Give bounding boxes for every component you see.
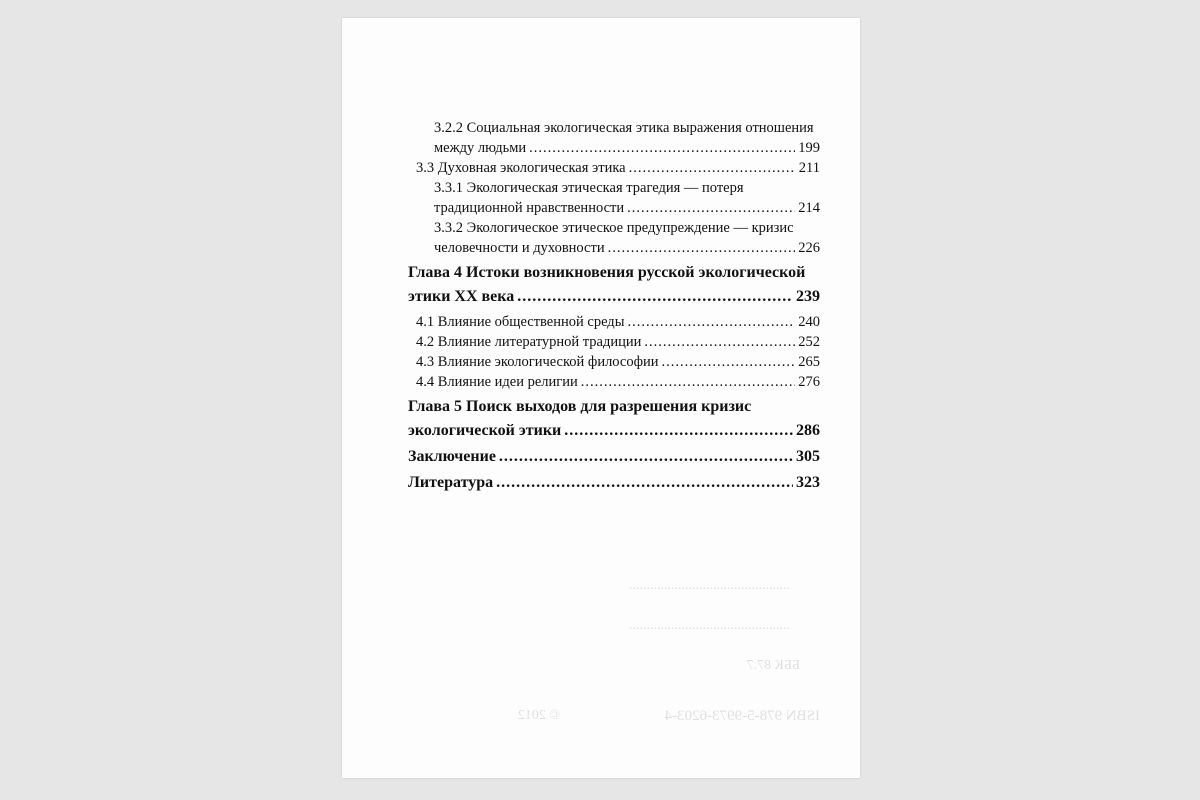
toc-page-number: 240 <box>798 314 820 330</box>
toc-page-number: 265 <box>798 354 820 370</box>
toc-entry-label: 3.3 Духовная экологическая этика <box>416 160 626 176</box>
toc-entry-label: Заключение <box>408 448 496 465</box>
leader-dots <box>581 374 795 391</box>
leader-dots <box>627 200 795 217</box>
leader-dots <box>529 140 795 157</box>
toc-conclusion <box>408 448 820 466</box>
toc-page-number: 286 <box>796 422 820 439</box>
leader-dots <box>662 354 796 371</box>
leader-dots <box>608 240 796 257</box>
toc-entry-3-2-2 <box>434 140 820 157</box>
toc-page-number: 252 <box>798 334 820 350</box>
toc-page-number: 226 <box>798 240 820 256</box>
toc-entry-3-3-2-line1: 3.3.2 Экологическое этическое предупреждение — кризис <box>434 220 794 236</box>
table-of-contents <box>342 18 860 778</box>
leader-dots <box>564 422 793 440</box>
toc-entry-label: экологической этики <box>408 422 562 439</box>
toc-entry-label: между людьми <box>434 140 527 156</box>
leader-dots <box>496 474 793 492</box>
toc-entry-3-3-1-line1: 3.3.1 Экологическая этическая трагедия — потеря <box>434 180 744 196</box>
toc-page-number: 323 <box>796 474 820 491</box>
toc-entry-4-1 <box>416 314 820 331</box>
toc-chapter-4-line1: Глава 4 Истоки возникновения русской экологической <box>408 264 806 281</box>
toc-page-number: 239 <box>796 288 820 305</box>
toc-entry-label: 4.1 Влияние общественной среды <box>416 314 625 330</box>
toc-entry-4-4 <box>416 374 820 391</box>
leader-dots <box>499 448 793 466</box>
toc-entry-label: 4.4 Влияние идеи религии <box>416 374 578 390</box>
toc-page-number: 211 <box>798 160 820 176</box>
leader-dots <box>644 334 795 351</box>
toc-literature <box>408 474 820 492</box>
toc-entry-3-3 <box>416 160 820 177</box>
toc-entry-label: человечности и духовности <box>434 240 605 256</box>
toc-entry-label: 4.3 Влияние экологической философии <box>416 354 659 370</box>
toc-chapter-4 <box>408 288 820 306</box>
toc-page-number: 214 <box>798 200 820 216</box>
toc-entry-4-2 <box>416 334 820 351</box>
reverse-side-bleed-through: ISBN 978-5-9973-6203-4 © 2012 ББК 87.7 .............................................. .............................................. <box>517 578 820 724</box>
toc-entry-label: этики XX века <box>408 288 515 305</box>
toc-page-number: 276 <box>798 374 820 390</box>
toc-entry-label: Литература <box>408 474 494 491</box>
toc-page-number: 199 <box>798 140 820 156</box>
toc-entry-label: 4.2 Влияние литературной традиции <box>416 334 642 350</box>
leader-dots <box>629 160 796 177</box>
leader-dots <box>517 288 793 306</box>
leader-dots <box>627 314 795 331</box>
toc-chapter-5 <box>408 422 820 440</box>
toc-chapter-5-line1: Глава 5 Поиск выходов для разрешения кризис <box>408 398 752 415</box>
toc-entry-3-3-2 <box>434 240 820 257</box>
toc-entry-3-2-2-line1: 3.2.2 Социальная экологическая этика выражения отношения <box>434 120 814 136</box>
toc-entry-4-3 <box>416 354 820 371</box>
toc-entry-3-3-1 <box>434 200 820 217</box>
book-page <box>342 18 860 778</box>
toc-entry-label: традиционной нравственности <box>434 200 625 216</box>
toc-page-number: 305 <box>796 448 820 465</box>
